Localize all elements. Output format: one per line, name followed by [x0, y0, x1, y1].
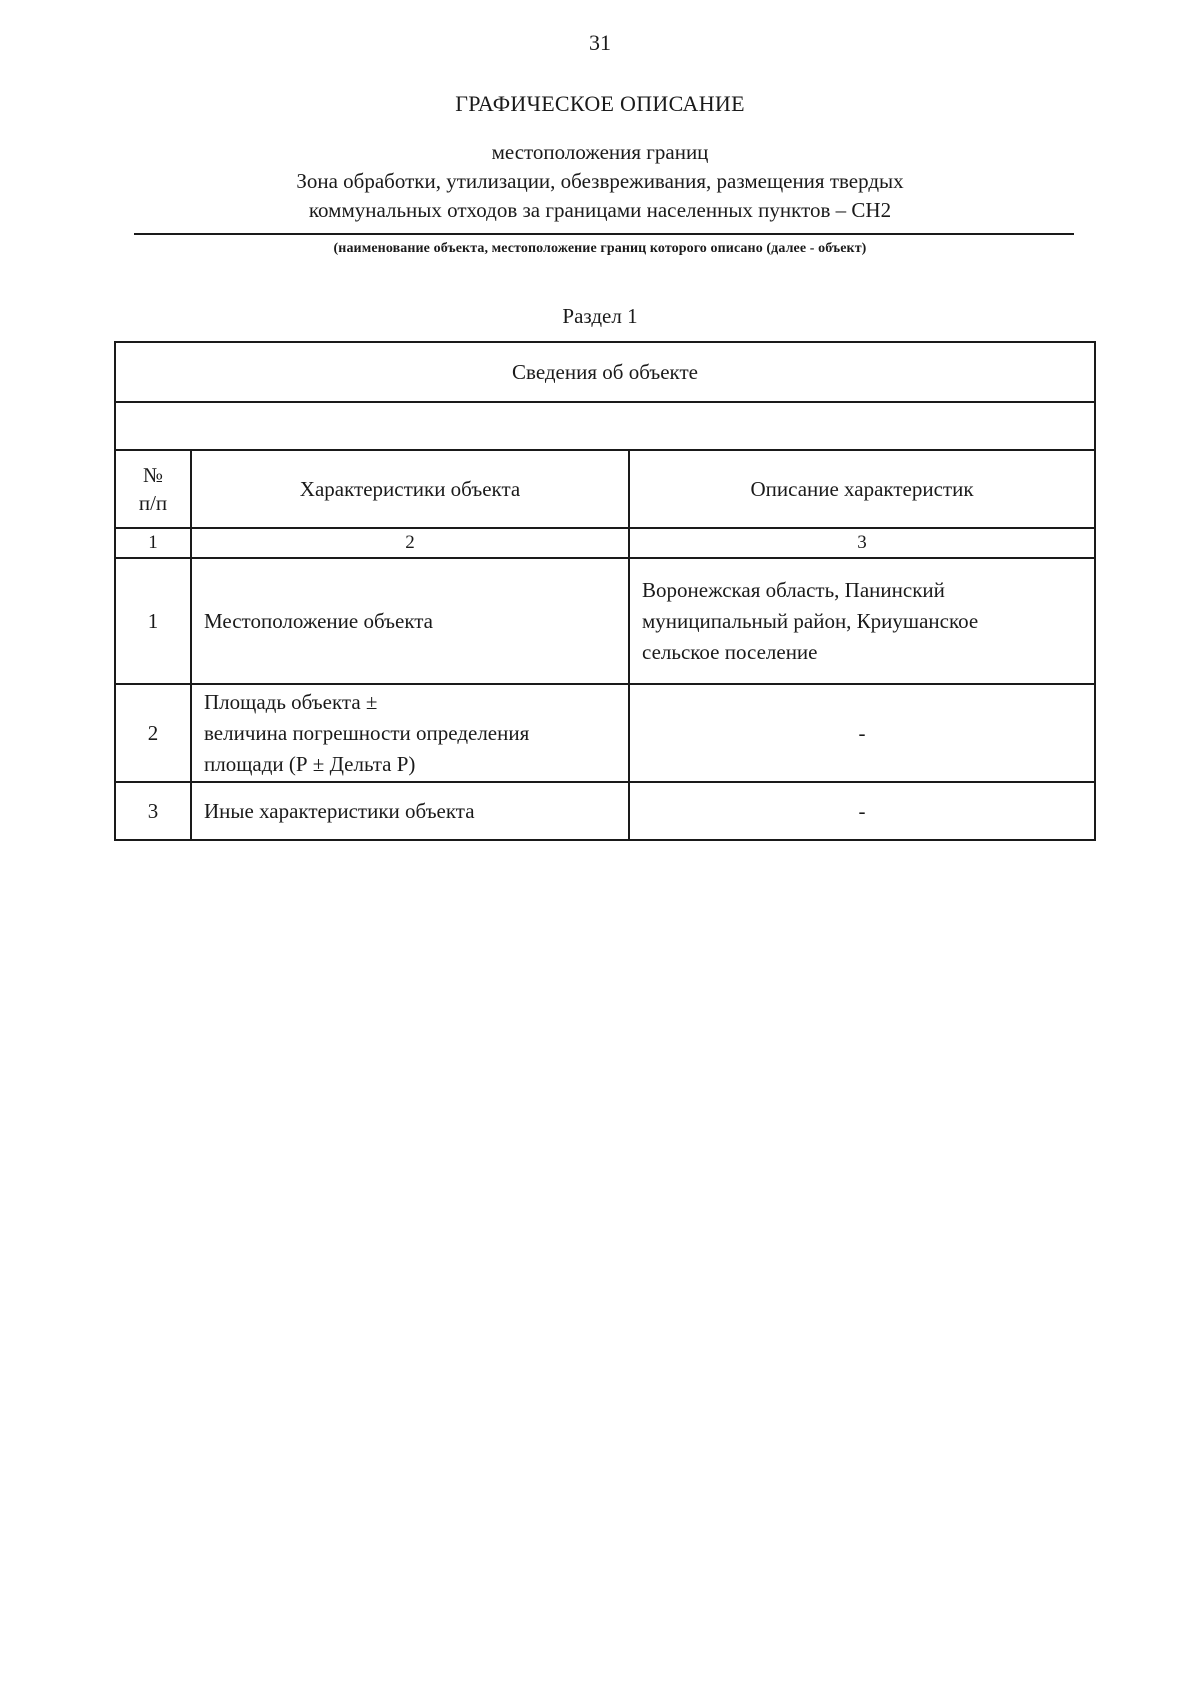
column-index: 2 [191, 528, 629, 558]
subtitle-line: местоположения границ [491, 140, 709, 164]
column-header-description: Описание характеристик [629, 450, 1095, 528]
table-column-header-row [115, 450, 1095, 528]
description-line: сельское поселение [642, 639, 818, 664]
row-description: - [629, 782, 1095, 840]
row-description: - [629, 684, 1095, 782]
table-section-header-row [115, 342, 1095, 402]
table-empty-row [115, 402, 1095, 450]
column-index: 3 [629, 528, 1095, 558]
subtitle-line: коммунальных отходов за границами населенных пунктов – СН2 [308, 198, 892, 222]
characteristic-line: Площадь объекта ± [204, 689, 378, 714]
document-title: ГРАФИЧЕСКОЕ ОПИСАНИЕ [455, 91, 745, 116]
column-header-characteristics: Характеристики объекта [191, 450, 629, 528]
row-description [629, 558, 1095, 684]
row-number: 1 [115, 558, 191, 684]
row-characteristic: Местоположение объекта [191, 558, 629, 684]
section-label: Раздел 1 [562, 304, 638, 328]
table-column-index-row [115, 528, 1095, 558]
title-underline [134, 233, 1074, 235]
row-characteristic: Иные характеристики объекта [191, 782, 629, 840]
column-header-num-line: № [142, 463, 164, 487]
object-caption: (наименование объекта, местоположение границ которого описано (далее - объект) [333, 241, 867, 256]
table-row [115, 684, 1095, 782]
row-number: 3 [115, 782, 191, 840]
object-info-table [114, 341, 1096, 841]
row-number: 2 [115, 684, 191, 782]
characteristic-line: величина погрешности определения [204, 720, 530, 745]
column-index: 1 [115, 528, 191, 558]
characteristic-line: площади (Р ± Дельта Р) [204, 751, 416, 776]
object-subtitle [0, 138, 1200, 225]
empty-cell [115, 402, 1095, 450]
column-header-num [115, 450, 191, 528]
column-header-num-line: п/п [138, 491, 168, 515]
section-header-cell: Сведения об объекте [115, 342, 1095, 402]
table-row [115, 558, 1095, 684]
table-row [115, 782, 1095, 840]
description-line: муниципальный район, Криушанское [642, 608, 979, 633]
description-line: Воронежская область, Панинский [642, 577, 945, 602]
row-characteristic [191, 684, 629, 782]
page-number: 31 [589, 30, 611, 55]
subtitle-line: Зона обработки, утилизации, обезвреживания, размещения твердых [296, 169, 904, 193]
